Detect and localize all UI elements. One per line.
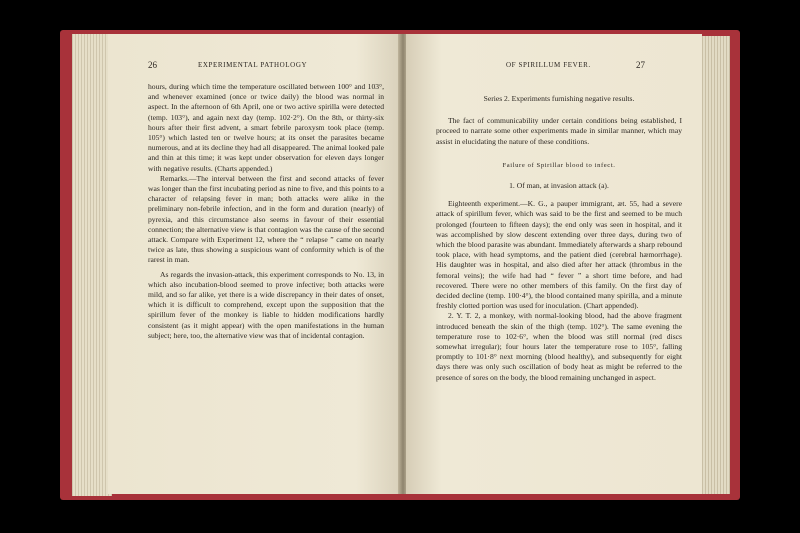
- right-page-number: 27: [636, 60, 645, 70]
- left-paragraph-1: hours, during which time the temperature oscillated between 100° and 103°, and whenever examined (once or twice daily) the blood was normal in aspect. In the afternoon of 6th April, one or two active spirilla were detected (temp. 103°), and again next day (temp. 102·2°). On the 8th, or thirty-six hours after their first advent, a smart febrile paroxysm took place (temp. 105°) which lasted ten or twelve hours; at its onset the parasites became numerous, and at its decline they had all disappeared. The animal looked pale and thin at this time; it was kept under observation for eleven days longer with negative results. (Charts appended.): [148, 82, 384, 173]
- right-page-edges: [700, 36, 730, 494]
- section-heading: Failure of Spirillar blood to infect.: [502, 161, 616, 169]
- left-paragraph-3: As regards the invasion-attack, this experiment corresponds to No. 13, in which also incubation-blood seemed to prove infective; both attacks were mild, and so far alike, yet there is a wide discrepancy in their dates of onset, which it is difficult to comprehend, except upon the supposition that the spirillum fever of the monkey is liable to hidden modifications hardly consistent (as it might appear) with the open manifestations in the human subject; here, too, the alternative view was that of incidental contagion.: [148, 269, 384, 340]
- left-body: [148, 82, 384, 341]
- right-body: [436, 94, 682, 383]
- series-title: Series 2. Experiments furnishing negative results.: [483, 94, 635, 103]
- subheading: 1. Of man, at invasion attack (a).: [509, 181, 609, 191]
- left-page: [108, 34, 400, 494]
- left-page-edges: [72, 34, 112, 496]
- right-paragraph-1: Eighteenth experiment.—K. G., a pauper immigrant, æt. 55, had a severe attack of spirillum fever, which was said to be the first and seemed to be much prolonged (fourteen to fifteen days); the end only was seen in hospital, and it was accomplished by slow descent extending over three days, during two of which the blood parasite was abundant. Immediately afterwards a sharp rebound took place, with head symptoms, and the patient died (cerebral hæmorrhage). His daughter was in hospital, and also died after her attack (thrombus in the femoral veins); the wife had had “ fever ” a short time before, and had recovered. There were no other members of this family. On the first day of decided decline (temp. 100·4°), the blood contained many spirilla, and a minute freshly clotted portion was used for inoculation. (Chart appended).: [436, 199, 682, 311]
- right-running-head: OF SPIRILLUM FEVER.: [506, 61, 591, 69]
- left-paragraph-2: Remarks.—The interval between the first and second attacks of fever was longer than the first incubating period as nine to five, and this points to a character of relapsing fever in man; both attacks were alike in the preliminary non-febrile infection, and in the form and duration (nearly) of pyrexia, and this circumstance also seems in favour of their essential connection; the alternative view is that contagion was the cause of the second attack. Compare with Experiment 12, where the “ relapse ” came on nearly twice as late, thus showing a suspicious want of conformity which is of the rarest in man.: [148, 173, 384, 265]
- right-paragraph-2: 2. Y. T. 2, a monkey, with normal-looking blood, had the above fragment introduced beneath the skin of the thigh (temp. 102°). The same evening the temperature rose to 102·6°, when the blood was still normal (red discs somewhat irregular); four hours later the temperature rose to 105°, falling promptly to 101·8° next morning (blood healthy), and subsequently for eight days there was only such oscillation of body heat as might be referred to the presence of sores on the body, the blood remaining unchanged in aspect.: [436, 311, 682, 382]
- right-intro: The fact of communicability under certain conditions being established, I proceed to narrate some other experiments made in similar manner, which may assist in elucidating the nature of these conditions.: [436, 116, 682, 146]
- left-page-number: 26: [148, 60, 157, 70]
- left-running-head: EXPERIMENTAL PATHOLOGY: [198, 61, 308, 69]
- right-page: [406, 34, 702, 494]
